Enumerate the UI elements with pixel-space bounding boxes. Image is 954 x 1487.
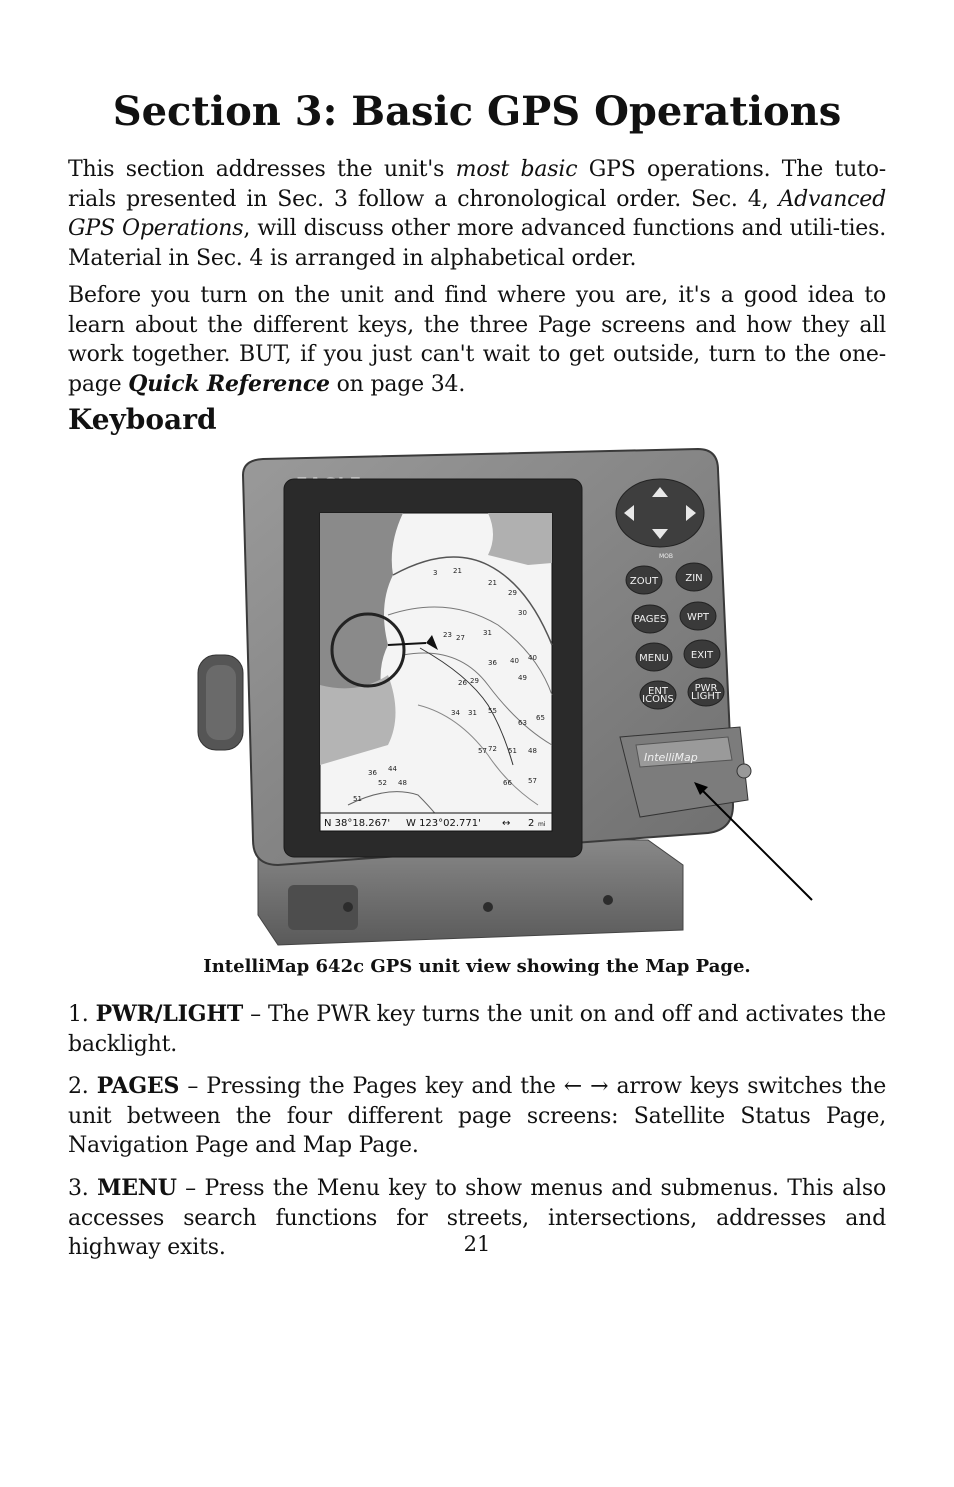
- svg-text:31: 31: [468, 709, 477, 717]
- mounting-knob: [198, 655, 243, 750]
- zoom-scale-value: 2: [528, 818, 535, 829]
- svg-text:29: 29: [508, 589, 517, 597]
- zoom-scale-unit: mi: [538, 821, 546, 828]
- svg-text:65: 65: [536, 714, 545, 722]
- svg-text:31: 31: [483, 629, 492, 637]
- section-heading-keyboard: Keyboard: [68, 403, 217, 436]
- svg-text:30: 30: [518, 609, 527, 617]
- gps-unit-figure: [188, 445, 814, 947]
- figure-caption: IntelliMap 642c GPS unit view showing the Map Page.: [203, 956, 751, 977]
- key-item-menu: 3. MENU – Press the Menu key to show menus and submenus. This also accesses search functions for streets, intersections, addresses and highway exits.: [68, 1175, 886, 1260]
- svg-text:PAGES: PAGES: [633, 614, 667, 625]
- pwr-light-key[interactable]: [688, 678, 724, 706]
- svg-text:63: 63: [518, 719, 527, 727]
- gps-unit-illustration: [188, 445, 814, 947]
- callout-arrow: [700, 788, 812, 900]
- svg-text:36: 36: [488, 659, 497, 667]
- pan-arrow-indicator: ↔: [502, 818, 511, 829]
- intro-paragraph-1: This section addresses the unit's most basic GPS operations. The tuto-rials presented in Sec. 3 follow a chronological order. Sec. 4, Advanced GPS Operations, will discuss other more advanced functions and utili-ties. Material in Sec. 4 is arranged in alphabetical order.: [68, 157, 887, 271]
- svg-text:ENT: ENT: [648, 686, 668, 697]
- svg-text:52: 52: [378, 779, 387, 787]
- latitude-readout: N 38°18.267': [324, 818, 391, 829]
- key-item-pwr-light: 1. PWR/LIGHT – The PWR key turns the unit on and off and activates the backlight.: [68, 1001, 886, 1057]
- svg-text:66: 66: [503, 779, 512, 787]
- svg-text:LIGHT: LIGHT: [691, 691, 721, 702]
- svg-text:48: 48: [398, 779, 407, 787]
- svg-text:EXIT: EXIT: [690, 650, 714, 661]
- svg-text:PWR: PWR: [694, 683, 718, 694]
- mob-label: MOB: [658, 553, 674, 560]
- menu-key[interactable]: [636, 643, 672, 671]
- screen-status-bar: [320, 813, 552, 831]
- wpt-key[interactable]: [680, 602, 716, 630]
- svg-text:WPT: WPT: [686, 612, 710, 623]
- quick-reference-link-text: Quick Reference: [128, 370, 330, 397]
- svg-text:ZOUT: ZOUT: [629, 576, 659, 587]
- svg-text:34: 34: [451, 709, 460, 717]
- page-title: Section 3: Basic GPS Operations: [112, 88, 842, 135]
- zin-key[interactable]: [676, 563, 712, 591]
- exit-key[interactable]: [684, 640, 720, 668]
- svg-text:44: 44: [388, 765, 397, 773]
- pages-key[interactable]: [632, 605, 668, 633]
- svg-text:26: 26: [458, 679, 467, 687]
- svg-text:21: 21: [453, 567, 462, 575]
- key-item-pages: 2. PAGES – Pressing the Pages key and the ← → arrow keys switches the unit between the four different page screens: Satellite Status Page, Navigation Page and Map Page.: [68, 1073, 887, 1158]
- svg-text:ZIN: ZIN: [685, 573, 703, 584]
- svg-text:57: 57: [528, 777, 537, 785]
- svg-text:72: 72: [488, 745, 497, 753]
- svg-text:27: 27: [456, 634, 465, 642]
- svg-text:57: 57: [478, 747, 487, 755]
- svg-text:49: 49: [518, 674, 527, 682]
- intro-paragraph-2: Before you turn on the unit and find where you are, it's a good idea to learn about the different keys, the three Page screens and how they all work together. BUT, if you just can't wait to get outside, turn to the one-page Quick Reference on page 34.: [68, 283, 886, 397]
- zout-key[interactable]: [626, 566, 662, 594]
- svg-text:29: 29: [470, 677, 479, 685]
- page-number: 21: [463, 1232, 491, 1256]
- svg-text:3: 3: [433, 569, 438, 577]
- intellimap-card-label: IntelliMap: [644, 751, 698, 764]
- svg-text:36: 36: [368, 769, 377, 777]
- arrow-keypad[interactable]: [616, 479, 704, 547]
- svg-text:40: 40: [510, 657, 519, 665]
- svg-text:ICONS: ICONS: [642, 694, 674, 705]
- ent-icons-key[interactable]: [640, 681, 676, 709]
- svg-text:21: 21: [488, 579, 497, 587]
- svg-text:40: 40: [528, 654, 537, 662]
- svg-text:51: 51: [508, 747, 517, 755]
- svg-text:48: 48: [528, 747, 537, 755]
- longitude-readout: W 123°02.771': [406, 818, 481, 829]
- svg-text:55: 55: [488, 707, 497, 715]
- svg-text:23: 23: [443, 631, 452, 639]
- svg-text:51: 51: [353, 795, 362, 803]
- svg-text:MENU: MENU: [639, 653, 669, 664]
